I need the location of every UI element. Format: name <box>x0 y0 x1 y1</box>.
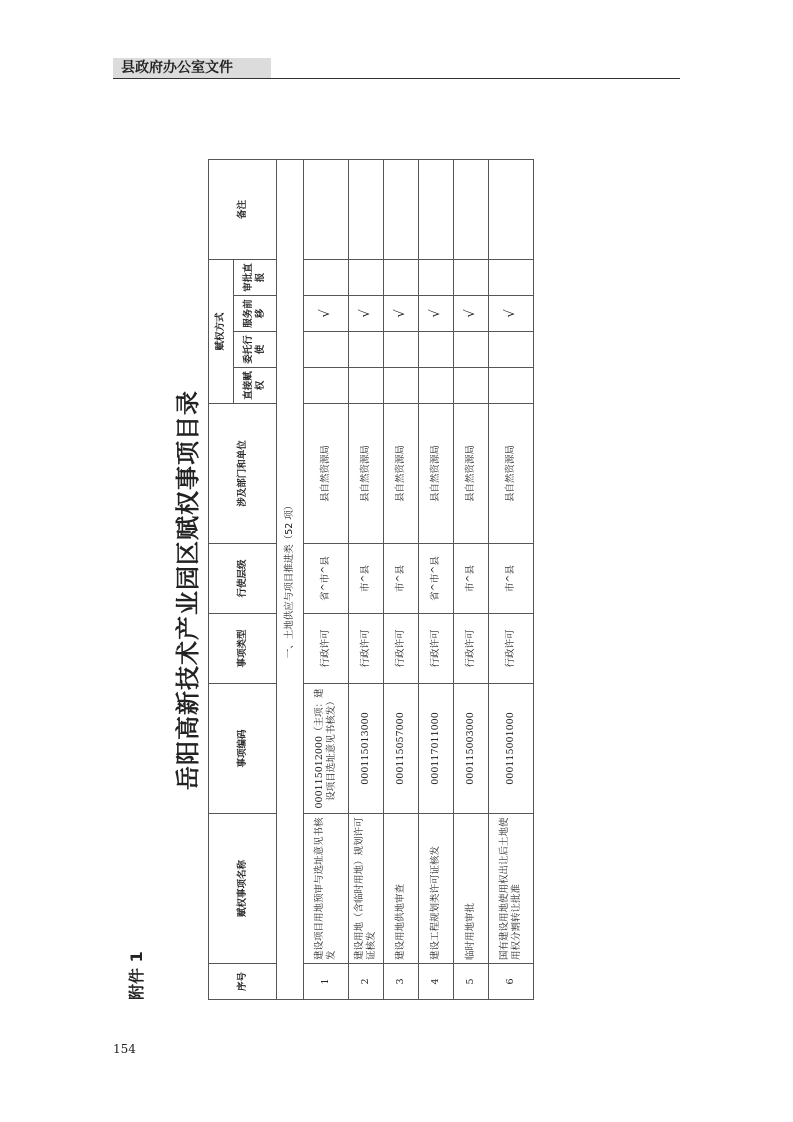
cell-name: 国有建设用地使用权出让后土地使用权分割转让批准 <box>489 814 534 964</box>
cell-level: 市^县 <box>384 544 419 614</box>
cell-direct <box>419 368 454 404</box>
cell-entrust <box>349 332 384 368</box>
check-mark: √ <box>454 296 489 332</box>
cell-seq: 3 <box>384 964 419 1000</box>
cell-entrust <box>384 332 419 368</box>
cell-approval <box>419 259 454 295</box>
table-row <box>384 159 419 999</box>
check-mark: √ <box>489 296 534 332</box>
page-number: 154 <box>113 1042 136 1056</box>
cell-approval <box>454 259 489 295</box>
header-method-group: 赋权方式 <box>209 259 234 403</box>
header-direct: 直接赋权 <box>234 368 277 404</box>
cell-direct <box>454 368 489 404</box>
cell-approval <box>384 259 419 295</box>
cell-entrust <box>304 332 349 368</box>
cell-type: 行政许可 <box>349 614 384 684</box>
cell-type: 行政许可 <box>304 614 349 684</box>
cell-remark <box>489 159 534 259</box>
cell-type: 行政许可 <box>454 614 489 684</box>
header-level: 行使层级 <box>209 544 277 614</box>
cell-code: 000117011000 <box>419 684 454 814</box>
cell-seq: 1 <box>304 964 349 1000</box>
rotated-content <box>120 160 720 1000</box>
cell-name: 临时用地审批 <box>454 814 489 964</box>
cell-dept: 县自然资源局 <box>384 404 419 544</box>
cell-remark <box>384 159 419 259</box>
check-mark: √ <box>419 296 454 332</box>
cell-dept: 县自然资源局 <box>349 404 384 544</box>
cell-remark <box>454 159 489 259</box>
cell-direct <box>489 368 534 404</box>
cell-level: 省^市^县 <box>304 544 349 614</box>
cell-level: 市^县 <box>454 544 489 614</box>
cell-direct <box>304 368 349 404</box>
header-type: 事项类型 <box>209 614 277 684</box>
header-service: 服务前移 <box>234 296 277 332</box>
cell-level: 市^县 <box>349 544 384 614</box>
header-name: 赋权事项名称 <box>209 814 277 964</box>
cell-name: 建设用地（含临时用地）规划许可证核发 <box>349 814 384 964</box>
cell-code: 000115001000 <box>489 684 534 814</box>
table-row <box>304 159 349 999</box>
cell-code: 000115003000 <box>454 684 489 814</box>
cell-direct <box>349 368 384 404</box>
cell-entrust <box>419 332 454 368</box>
cell-seq: 5 <box>454 964 489 1000</box>
cell-remark <box>419 159 454 259</box>
page-title: 岳阳高新技术产业园区赋权事项目录 <box>173 390 202 790</box>
cell-type: 行政许可 <box>419 614 454 684</box>
cell-dept: 县自然资源局 <box>489 404 534 544</box>
check-mark: √ <box>384 296 419 332</box>
check-mark: √ <box>304 296 349 332</box>
cell-seq: 2 <box>349 964 384 1000</box>
cell-entrust <box>454 332 489 368</box>
table-row <box>419 159 454 999</box>
header-rule <box>113 78 680 79</box>
header-seq: 序号 <box>209 964 277 1000</box>
header-dept: 涉及部门和单位 <box>209 404 277 544</box>
cell-seq: 4 <box>419 964 454 1000</box>
table-row <box>349 159 384 999</box>
cell-approval <box>304 259 349 295</box>
cell-remark <box>304 159 349 259</box>
cell-dept: 县自然资源局 <box>419 404 454 544</box>
attachment-label: 附件 1 <box>127 951 146 1000</box>
cell-level: 省^市^县 <box>419 544 454 614</box>
section-title: 一、土地供应与项目推进类（52 项） <box>277 159 304 999</box>
cell-approval <box>489 259 534 295</box>
cell-name: 建设用地供地审查 <box>384 814 419 964</box>
table-row <box>454 159 489 999</box>
cell-level: 市^县 <box>489 544 534 614</box>
cell-name: 建设工程规划类许可证核发 <box>419 814 454 964</box>
cell-code: 000115013000 <box>349 684 384 814</box>
cell-seq: 6 <box>489 964 534 1000</box>
table-row <box>489 159 534 999</box>
header-approval: 审批直报 <box>234 259 277 295</box>
header-remark: 备注 <box>209 159 277 259</box>
cell-direct <box>384 368 419 404</box>
header-entrust: 委托行使 <box>234 332 277 368</box>
cell-entrust <box>489 332 534 368</box>
document-header-label: 县政府办公室文件 <box>113 58 271 78</box>
cell-type: 行政许可 <box>489 614 534 684</box>
cell-dept: 县自然资源局 <box>304 404 349 544</box>
cell-code: 000115057000 <box>384 684 419 814</box>
cell-remark <box>349 159 384 259</box>
cell-code: 000115012000（主项：建设项目选址意见书核发） <box>304 684 349 814</box>
cell-name: 建设项目用地预审与选址意见书核发 <box>304 814 349 964</box>
check-mark: √ <box>349 296 384 332</box>
cell-type: 行政许可 <box>384 614 419 684</box>
catalog-table <box>208 159 534 1000</box>
cell-dept: 县自然资源局 <box>454 404 489 544</box>
cell-approval <box>349 259 384 295</box>
header-code: 事项编码 <box>209 684 277 814</box>
